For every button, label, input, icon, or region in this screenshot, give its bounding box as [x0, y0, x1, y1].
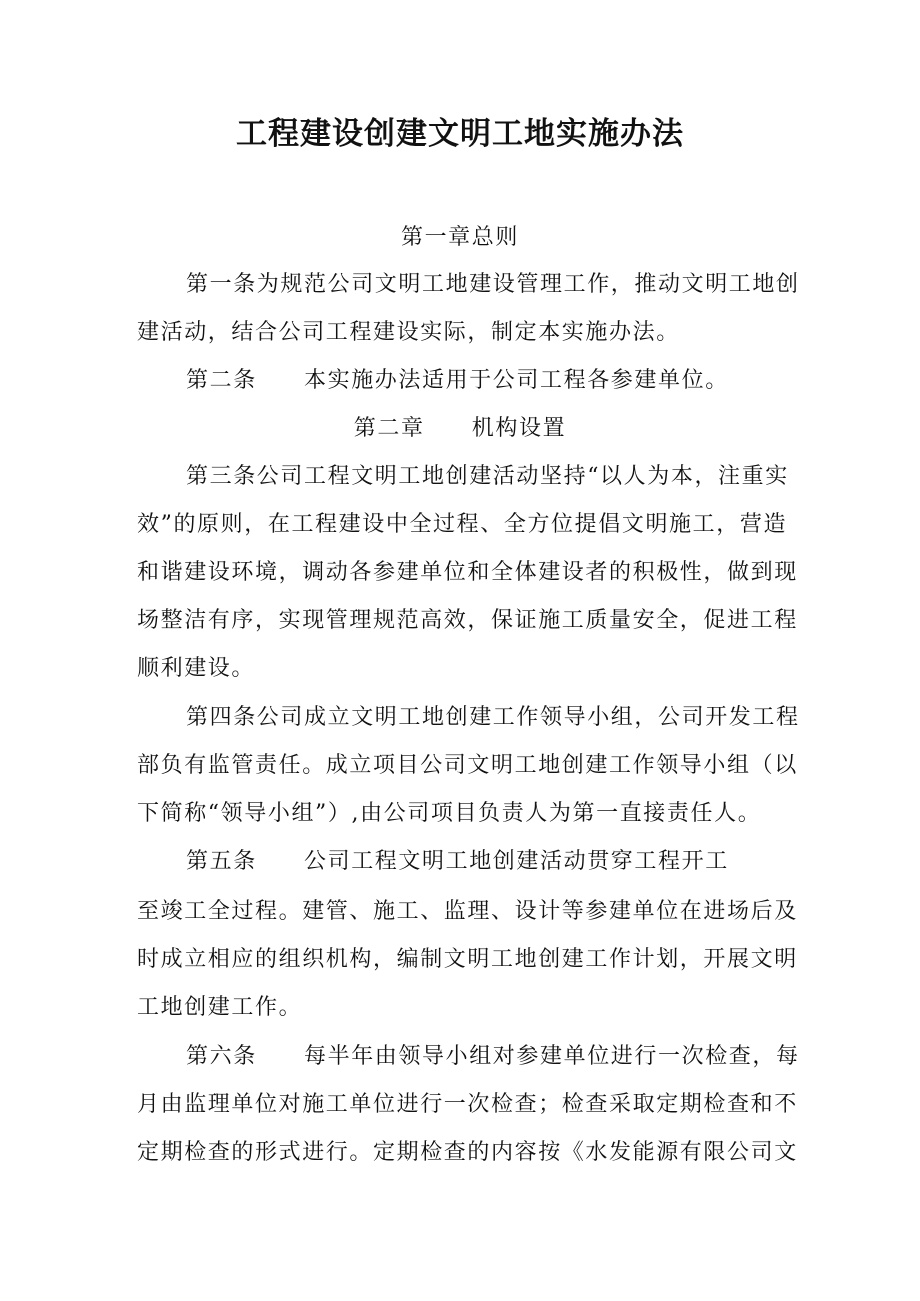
- document-title: 工程建设创建文明工地实施办法: [236, 116, 684, 152]
- article-3-line-3: 和谐建设环境，调动各参建单位和全体建设者的积极性，做到现: [137, 560, 798, 585]
- article-1-line-2: 建活动，结合公司工程建设实际，制定本实施办法。: [137, 320, 680, 345]
- article-1-line-1: 第一条为规范公司文明工地建设管理工作，推动文明工地创: [186, 272, 800, 297]
- article-5-line-4: 工地创建工作。: [137, 995, 303, 1020]
- chapter-1-heading: 第一章总则: [400, 225, 519, 250]
- article-4-line-2: 部负有监管责任。成立项目公司文明工地创建工作领导小组（以: [137, 753, 798, 778]
- article-3-line-1: 第三条公司工程文明工地创建活动坚持“以人为本，注重实: [186, 464, 789, 489]
- chapter-2-heading: 第二章 机构设置: [353, 416, 567, 441]
- article-4-line-1: 第四条公司成立文明工地创建工作领导小组，公司开发工程: [186, 705, 800, 730]
- article-3-line-5: 顺利建设。: [137, 656, 256, 681]
- article-6-line-3: 定期检查的形式进行。定期检查的内容按《水发能源有限公司文: [137, 1140, 798, 1165]
- article-5-line-3: 时成立相应的组织机构，编制文明工地创建工作计划，开展文明: [137, 947, 798, 972]
- article-3-line-2: 效”的原则，在工程建设中全过程、全方位提倡文明施工，营造: [137, 512, 788, 537]
- article-5-line-1: 第五条 公司工程文明工地创建活动贯穿工程开工: [186, 849, 729, 874]
- article-6-line-2: 月由监理单位对施工单位进行一次检查；检查采取定期检查和不: [137, 1092, 798, 1117]
- article-3-line-4: 场整洁有序，实现管理规范高效，保证施工质量安全，促进工程: [137, 608, 798, 633]
- article-2-line-1: 第二条 本实施办法适用于公司工程各参建单位。: [186, 368, 729, 393]
- article-6-line-1: 第六条 每半年由领导小组对参建单位进行一次检查，每: [186, 1044, 800, 1069]
- article-4-line-3: 下简称“领导小组”）,由公司项目负责人为第一直接责任人。: [137, 801, 762, 826]
- article-5-line-2: 至竣工全过程。建管、施工、监理、设计等参建单位在进场后及: [137, 899, 798, 924]
